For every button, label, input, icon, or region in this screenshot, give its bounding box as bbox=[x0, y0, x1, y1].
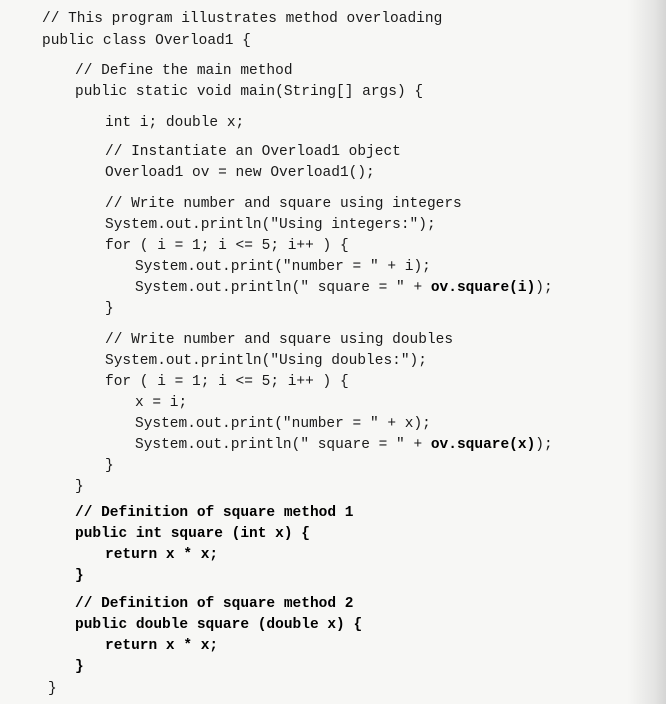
code-line-print-number-int: System.out.print("number = " + i); bbox=[135, 259, 431, 275]
code-line-print-number-double: System.out.print("number = " + x); bbox=[135, 416, 431, 432]
code-line-close-for-double: } bbox=[105, 458, 114, 474]
code-line-integers-comment: // Write number and square using integers bbox=[105, 196, 462, 212]
code-line-assign-x: x = i; bbox=[135, 395, 188, 411]
code-call-square-double: ov.square(x) bbox=[430, 437, 536, 453]
code-line-println-square-int-end: ); bbox=[535, 280, 553, 296]
code-line-close-for-int: } bbox=[105, 301, 114, 317]
code-line-println-square-double bbox=[135, 436, 553, 454]
code-line-square2-return: return x * x; bbox=[105, 638, 219, 654]
code-line-variable-declarations: int i; double x; bbox=[105, 115, 245, 131]
code-line-doubles-comment: // Write number and square using doubles bbox=[105, 332, 454, 348]
code-line-close-main: } bbox=[75, 479, 84, 495]
code-line-square1-return: return x * x; bbox=[105, 547, 219, 563]
code-line-instantiate-comment: // Instantiate an Overload1 object bbox=[105, 144, 401, 160]
code-line-println-square-int-head: System.out.println(" square = " + bbox=[135, 280, 431, 296]
code-line-println-square-double-end: ); bbox=[535, 437, 553, 453]
code-line-square1-comment: // Definition of square method 1 bbox=[75, 505, 354, 521]
code-line-square1-signature: public int square (int x) { bbox=[75, 526, 310, 542]
code-line-main-signature: public static void main(String[] args) { bbox=[75, 84, 424, 100]
code-line-for-loop-doubles: for ( i = 1; i <= 5; i++ ) { bbox=[105, 374, 349, 390]
code-line-square2-close: } bbox=[75, 659, 84, 675]
code-line-instantiate-object: Overload1 ov = new Overload1(); bbox=[105, 165, 375, 181]
code-line-println-doubles: System.out.println("Using doubles:"); bbox=[105, 353, 427, 369]
code-line-class-declaration: public class Overload1 { bbox=[42, 33, 251, 49]
code-call-square-int: ov.square(i) bbox=[430, 280, 536, 296]
code-line-square2-signature: public double square (double x) { bbox=[75, 617, 363, 633]
code-line-comment-header: // This program illustrates method overloading bbox=[42, 11, 443, 27]
code-line-square1-close: } bbox=[75, 568, 84, 584]
code-line-square2-comment: // Definition of square method 2 bbox=[75, 596, 354, 612]
code-line-println-square-double-head: System.out.println(" square = " + bbox=[135, 437, 431, 453]
code-line-close-class: } bbox=[48, 681, 57, 697]
code-line-main-comment: // Define the main method bbox=[75, 63, 293, 79]
code-line-for-loop-integers: for ( i = 1; i <= 5; i++ ) { bbox=[105, 238, 349, 254]
code-line-println-integers: System.out.println("Using integers:"); bbox=[105, 217, 436, 233]
code-line-println-square-int bbox=[135, 279, 553, 297]
